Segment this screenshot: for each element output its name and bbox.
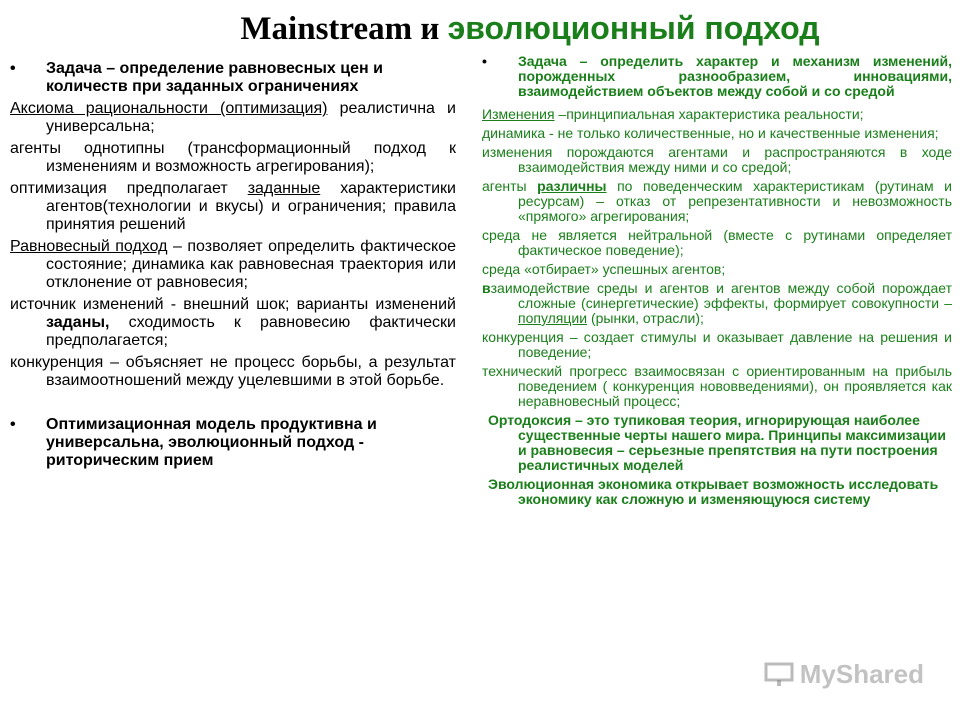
- watermark: [764, 659, 924, 690]
- right-tech-progress: технический прогресс взаимосвязан с ориентированным на прибыль поведением ( конкуренция нововведениями), он проявляется как неравновесный процесс;: [482, 363, 952, 409]
- left-agents: агенты однотипны (трансформационный подход к изменениям и возможность агрегирования);: [10, 140, 456, 175]
- right-dynamics: динамика - не только количественные, но и качественные изменения;: [482, 125, 939, 141]
- right-agents: агенты различны по поведенческим характеристикам (рутинам и ресурсам) – отказ от репрезентативности и невозможность «прямого» агрегирования;: [482, 178, 952, 224]
- right-generated: изменения порождаются агентами и распространяются в ходе взаимодействия между ними и со средой;: [482, 144, 952, 175]
- left-conclusion-bullet: [10, 416, 456, 470]
- left-optimization: оптимизация предполагает заданные характеристики агентов(технологии и вкусы) и ограничения; правила принятия решений: [10, 180, 456, 233]
- title-evolutionary: эволюционный подход: [447, 10, 820, 46]
- right-evolutionary-economics: Эволюционная экономика открывает возможность исследовать экономику как сложную и изменяющуюся систему: [488, 476, 939, 507]
- bullet-icon: •: [10, 416, 16, 433]
- bullet-icon: •: [10, 60, 16, 77]
- left-column-mainstream: [10, 60, 456, 470]
- presentation-icon: [764, 662, 794, 688]
- watermark-text: MyShared: [799, 659, 924, 689]
- right-changes: Изменения –принципиальная характеристика реальности;: [482, 106, 864, 122]
- right-interaction: взаимодействие среды и агентов и агентов между собой порождает сложные (синергетические) эффекты, формирует совокупности – популяции (рынки, отрасли);: [482, 280, 952, 326]
- right-task-bullet: [482, 54, 952, 99]
- left-task-text: Задача – определение равновесных цен и количеств при заданных ограничениях: [46, 60, 383, 95]
- right-selection: среда «отбирает» успешных агентов;: [482, 261, 726, 277]
- right-orthodoxy: Ортодоксия – это тупиковая теория, игнорирующая наиболее существенные черты нашего мира. Принципы максимизации и равновесия – серьезные препятствия на пути построения реалистичных моделей: [488, 412, 946, 473]
- right-task-text: Задача – определить характер и механизм изменений, порожденных разнообразием, инновациями, взаимодействием объектов между собой и со средой: [518, 53, 952, 99]
- title-mainstream: Mainstream и: [240, 11, 448, 47]
- right-column-evolutionary: [482, 54, 952, 507]
- left-task-bullet: [10, 60, 456, 96]
- left-axiom: Аксиома рациональности (оптимизация) реалистична и универсальна;: [10, 100, 456, 135]
- left-source: источник изменений - внешний шок; варианты изменений заданы, сходимость к равновесию фактически предполагается;: [10, 296, 456, 349]
- left-equilibrium: Равновесный подход – позволяет определить фактическое состояние; динамика как равновесная траектория или отклонение от равновесия;: [10, 238, 457, 291]
- right-environment: среда не является нейтральной (вместе с рутинами определяет фактическое поведение);: [482, 227, 952, 258]
- left-conclusion-text: Оптимизационная модель продуктивна и универсальна, эволюционный подход - риторическим прием: [46, 416, 377, 469]
- left-competition: конкуренция – объясняет не процесс борьбы, а результат взаимоотношений между уцелевшими в этой борьбе.: [10, 354, 456, 389]
- bullet-icon: •: [482, 53, 487, 69]
- slide-title: [0, 8, 960, 49]
- right-competition: конкуренция – создает стимулы и оказывает давление на решения и поведение;: [482, 329, 952, 360]
